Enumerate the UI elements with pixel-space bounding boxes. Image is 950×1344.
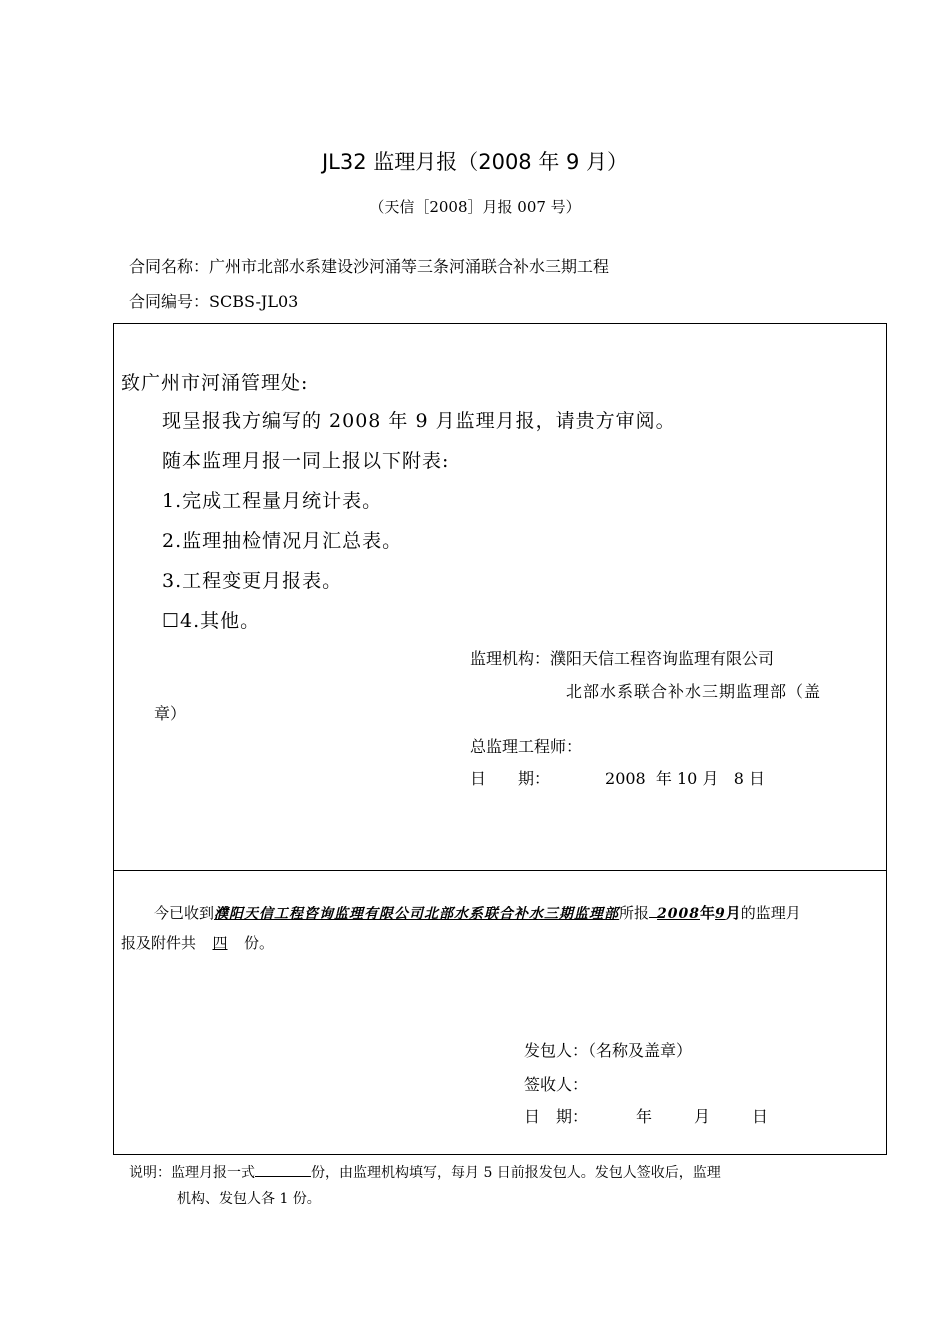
attachment-count: 四 <box>212 934 228 952</box>
footnote-mid: 份，由监理机构填写，每月 5 日前报发包人。发包人签收后，监理 <box>311 1165 721 1181</box>
report-month: 9 <box>715 906 726 922</box>
section-divider <box>114 870 886 871</box>
supervisor-dept-cont: 章） <box>154 704 187 723</box>
receipt-date-month: 月 <box>694 1107 711 1126</box>
receipt-prefix: 今已收到 <box>154 904 215 922</box>
receipt-line-1 <box>154 902 801 923</box>
attachment-item: 3.工程变更月报表。 <box>162 570 343 592</box>
chief-engineer-label: 总监理工程师： <box>470 737 583 756</box>
receipt-date-row <box>524 1104 768 1127</box>
receipt-after: 的监理月 <box>740 904 801 922</box>
report-number: （天信［2008］月报 007 号） <box>369 198 581 216</box>
footnote-line-2: 机构、发包人各 1 份。 <box>177 1191 321 1207</box>
contract-name-label: 合同名称： <box>129 257 210 276</box>
signer-label: 签收人： <box>524 1075 589 1094</box>
letter-line-2: 随本监理月报一同上报以下附表: <box>162 450 450 472</box>
sender-name: 濮阳天信工程咨询监理有限公司北部水系联合补水三期监理部 <box>214 906 620 922</box>
contract-no-row <box>129 289 298 312</box>
report-year: 2008 <box>657 906 700 922</box>
page-title: JL32 监理月报（2008 年 9 月） <box>321 150 629 174</box>
supervisor-org-label: 监理机构： <box>470 649 551 668</box>
report-form <box>113 323 887 1155</box>
year-suffix: 年 <box>700 904 716 922</box>
contract-no-label: 合同编号： <box>129 292 210 311</box>
letter-line-1: 现呈报我方编写的 2008 年 9 月监理月报，请贵方审阅。 <box>162 410 676 432</box>
receipt-date-day: 日 <box>752 1107 769 1126</box>
addressee: 致广州市河涌管理处: <box>121 372 309 394</box>
contract-no-value: SCBS-JL03 <box>209 292 299 311</box>
supervisor-org-name: 濮阳天信工程咨询监理有限公司 <box>550 649 775 668</box>
receipt-line2-prefix: 报及附件共 <box>121 934 197 952</box>
supervisor-dept: 北部水系联合补水三期监理部（盖 <box>566 682 822 701</box>
receipt-mid: 所报 <box>619 904 650 922</box>
receipt-date-year: 年 <box>636 1107 653 1126</box>
attachment-item: 2.监理抽检情况月汇总表。 <box>162 530 403 552</box>
attachment-item: 1.完成工程量月统计表。 <box>162 490 383 512</box>
letter-date-label: 日 期： <box>470 769 551 788</box>
receipt-date-label: 日 期： <box>524 1107 589 1126</box>
receipt-line2-suffix: 份。 <box>244 934 275 952</box>
letter-date-value: 2008 年 10 月 8 日 <box>605 769 765 788</box>
footnote-line-1 <box>129 1162 721 1182</box>
supervisor-org-row <box>470 646 774 669</box>
receipt-line-2 <box>121 932 274 953</box>
letter-date-row <box>470 766 765 789</box>
contract-name-value: 广州市北部水系建设沙河涌等三条河涌联合补水三期工程 <box>209 257 610 276</box>
contract-name-row <box>129 254 609 277</box>
employer-label: 发包人：（名称及盖章） <box>524 1041 693 1060</box>
footnote-prefix: 说明：监理月报一式 <box>129 1165 255 1181</box>
attachment-item-other: ☐4.其他。 <box>162 610 261 632</box>
month-suffix: 月 <box>725 904 741 922</box>
